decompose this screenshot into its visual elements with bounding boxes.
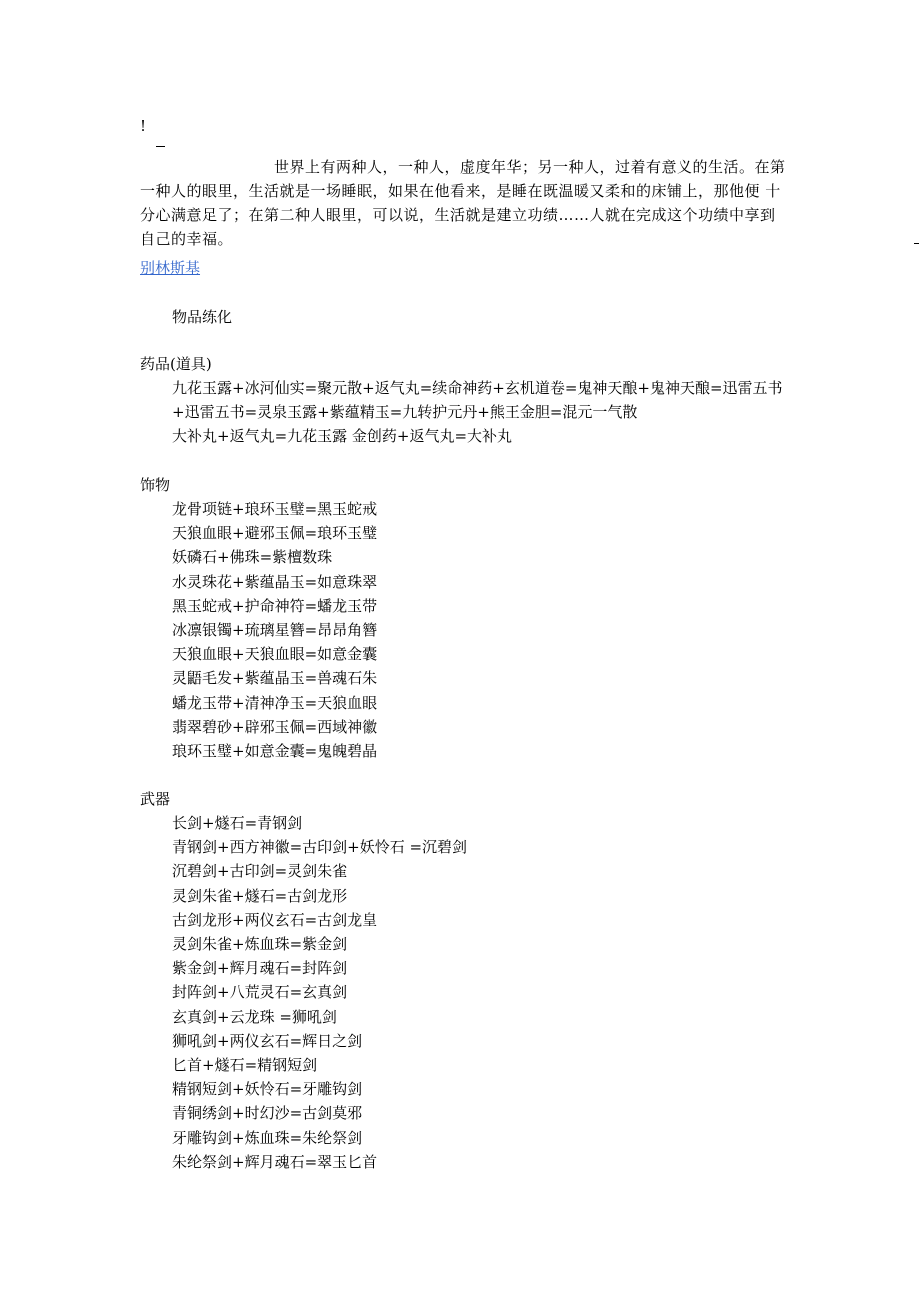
item-list: [172, 497, 377, 763]
list-item: 牙雕钩剑+炼血珠=朱纶祭剑: [172, 1128, 363, 1147]
author-link[interactable]: 别林斯基: [140, 259, 201, 277]
list-item: 灵鼯毛发+紫蕴晶玉=兽魂石朱: [172, 669, 378, 688]
list-item: 长剑+燧石=青钢剑: [172, 814, 303, 832]
list-item: 匕首+燧石=精钢短剑: [172, 1056, 318, 1075]
list-item: 灵剑朱雀+燧石=古剑龙形: [172, 886, 348, 905]
section-heading: 饰物: [140, 476, 171, 494]
list-item: 天狼血眼+天狼血眼=如意金囊: [172, 645, 378, 664]
list-item: 九花玉露+冰河仙实=聚元散+返气丸=续命神药+玄机道卷=鬼神天酿+鬼神天酿=迅雷五书+迅雷五书=灵泉玉露+紫蕴精玉=九转护元丹+熊王金胆=混元一气散: [172, 379, 783, 422]
dash-mark: [156, 146, 165, 147]
list-item: 蟠龙玉带+清神净玉=天狼血眼: [172, 693, 378, 712]
list-item: 黑玉蛇戒+护命神符=蟠龙玉带: [172, 596, 378, 615]
list-item: 水灵珠花+紫蕴晶玉=如意珠翠: [172, 572, 378, 591]
list-item: 狮吼剑+两仪玄石=辉日之剑: [172, 1031, 363, 1050]
item-list: [172, 376, 787, 449]
list-item: 玄真剑+云龙珠 =狮吼剑: [172, 1007, 337, 1026]
list-item: 灵剑朱雀+炼血珠=紫金剑: [172, 935, 348, 954]
list-item: 大补丸+返气丸=九花玉露 金创药+返气丸=大补丸: [172, 427, 513, 446]
list-item: 妖磷石+佛珠=紫檀数珠: [172, 548, 333, 567]
intro-text: 世界上有两种人，一种人，虚度年华；另一种人，过着有意义的生活。在第一种人的眼里，生活就是一场睡眠，如果在他看来，是睡在既温暖又柔和的床铺上，那他便 十分心满意足了；在第二种人眼里，可以说，生活就是建立功绩……人就在完成这个功绩中享到自己的幸福。: [140, 158, 786, 248]
exclamation-mark: !: [140, 117, 147, 135]
list-item: 青铜绣剑+时幻沙=古剑莫邪: [172, 1104, 363, 1123]
section-weapons: [140, 787, 467, 1174]
item-list: [172, 811, 467, 1174]
list-item: 沉碧剑+古印剑=灵剑朱雀: [172, 862, 348, 881]
list-item: 琅环玉璧+如意金囊=鬼魄碧晶: [172, 742, 378, 761]
page-title: 物品练化: [172, 308, 233, 326]
list-item: 紫金剑+辉月魂石=封阵剑: [172, 959, 348, 978]
list-item: 龙骨项链+琅环玉璧=黑玉蛇戒: [172, 500, 378, 518]
list-item: 冰凛银镯+琉璃星簪=昂昂角簪: [172, 621, 378, 640]
list-item: 青钢剑+西方神徽=古印剑+妖怜石 =沉碧剑: [172, 838, 468, 857]
section-heading: 药品(道具): [140, 355, 212, 373]
list-item: 古剑龙形+两仪玄石=古剑龙皇: [172, 910, 378, 929]
list-item: 精钢短剑+妖怜石=牙雕钩剑: [172, 1080, 363, 1099]
section-heading: 武器: [140, 790, 171, 808]
intro-quote: [140, 155, 790, 251]
list-item: 翡翠碧砂+辟邪玉佩=西域神徽: [172, 717, 378, 736]
margin-mark: [914, 243, 919, 244]
section-medicine: [140, 352, 787, 449]
section-accessories: [140, 473, 377, 763]
list-item: 天狼血眼+避邪玉佩=琅环玉璧: [172, 524, 378, 543]
list-item: 朱纶祭剑+辉月魂石=翠玉匕首: [172, 1152, 378, 1171]
list-item: 封阵剑+八荒灵石=玄真剑: [172, 983, 348, 1002]
